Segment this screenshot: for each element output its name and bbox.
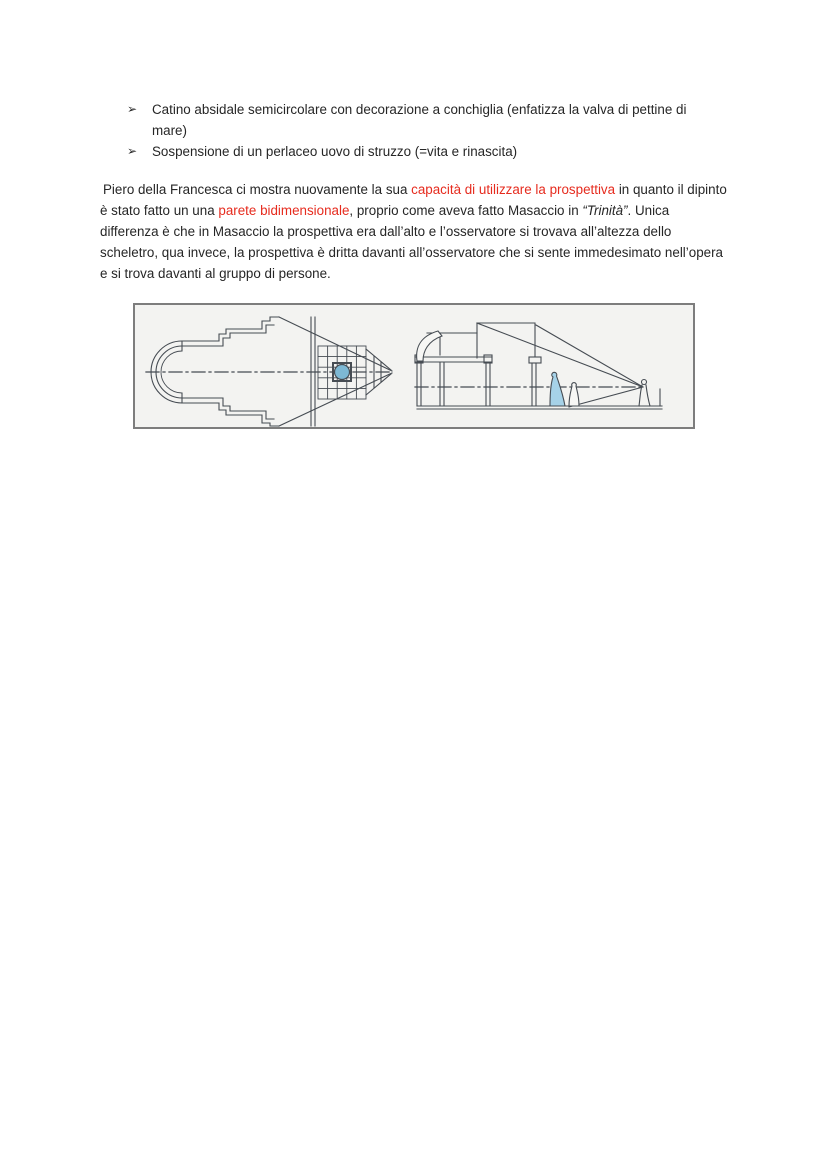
paragraph-segment: , proprio come aveva fatto Masaccio in bbox=[349, 203, 583, 218]
paragraph-segment-title: “Trinità” bbox=[582, 203, 628, 218]
vanishing-eye-circle bbox=[335, 365, 350, 380]
kneeling-figure bbox=[550, 372, 565, 406]
paragraph-segment: in quanto il dipinto è stato fatto un una bbox=[100, 182, 727, 218]
body-paragraph bbox=[100, 179, 727, 284]
list-item bbox=[127, 99, 709, 141]
paragraph-segment: . Unica differenza è che in Masaccio la prospettiva era dall’alto e l’osservatore si trovava all’altezza dello scheletro, qua invece, la prospettiva è dritta davanti all’osservatore che si sente immedesimato nell’opera e si trova davanti al gruppo di persone. bbox=[100, 203, 723, 281]
perspective-diagram-figure bbox=[133, 303, 695, 429]
perspective-diagram bbox=[135, 305, 693, 427]
bullet-list bbox=[127, 99, 709, 162]
list-item-text: Sospensione di un perlaceo uovo di struzzo (=vita e rinascita) bbox=[152, 144, 518, 159]
paragraph-segment-highlight: capacità di utilizzare la prospettiva bbox=[411, 182, 616, 197]
list-item-text: Catino absidale semicircolare con decorazione a conchiglia (enfatizza la valva di pettine di mare) bbox=[152, 102, 687, 138]
paragraph-segment: Piero della Francesca ci mostra nuovamente la sua bbox=[103, 182, 412, 197]
arrow-bullet-icon: ➢ bbox=[127, 144, 138, 158]
paragraph-segment-highlight: parete bidimensionale bbox=[218, 203, 350, 218]
section-view bbox=[415, 323, 662, 409]
list-item bbox=[127, 141, 709, 162]
plan-view bbox=[146, 317, 393, 426]
arrow-bullet-icon: ➢ bbox=[127, 102, 138, 116]
